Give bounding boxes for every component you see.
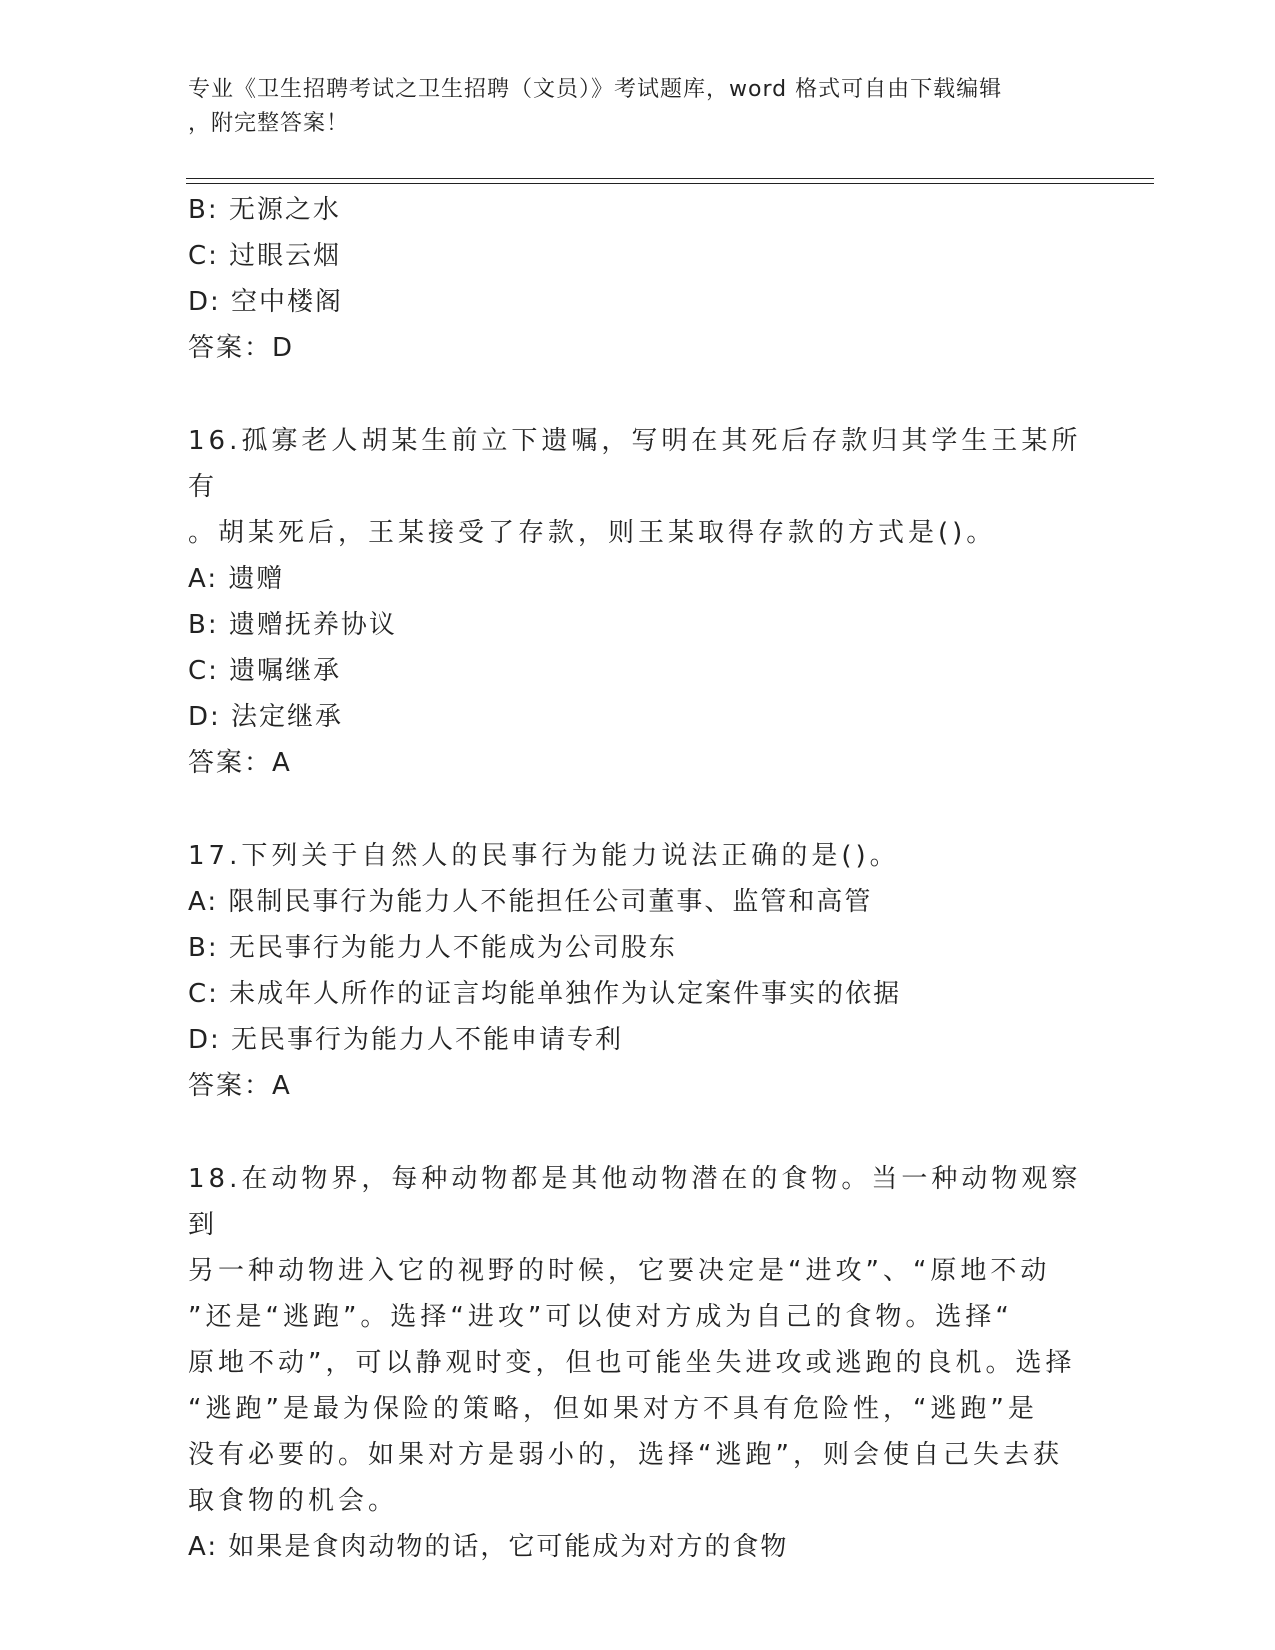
spacer (188, 786, 1088, 833)
question-stem-line: 取食物的机会。 (188, 1486, 399, 1516)
option-d: D: 空中楼阁 (188, 287, 344, 317)
header-divider (186, 178, 1154, 184)
answer-line: 答案：A (188, 1071, 292, 1101)
question-list (188, 187, 1088, 1570)
question-stem-line: 18.在动物界，每种动物都是其他动物潜在的食物。当一种动物观察到 (188, 1164, 1082, 1240)
spacer (188, 1109, 1088, 1156)
option-c: C: 遗嘱继承 (188, 656, 342, 686)
option-c: C: 未成年人所作的证言均能单独作为认定案件事实的依据 (188, 979, 902, 1009)
question-stem-line: 另一种动物进入它的视野的时候，它要决定是“进攻”、“原地不动 (188, 1256, 1051, 1286)
question-18 (188, 1156, 1088, 1570)
answer-line: 答案：A (188, 748, 292, 778)
option-d: D: 无民事行为能力人不能申请专利 (188, 1025, 624, 1055)
spacer (188, 371, 1088, 418)
option-a: A: 如果是食肉动物的话，它可能成为对方的食物 (188, 1532, 789, 1562)
question-stem-line: 原地不动”，可以静观时变，但也可能坐失进攻或逃跑的良机。选择 (188, 1348, 1076, 1378)
question-stem-line: 17.下列关于自然人的民事行为能力说法正确的是()。 (188, 841, 900, 871)
question-stem-line: 没有必要的。如果对方是弱小的，选择“逃跑”，则会使自己失去获 (188, 1440, 1063, 1470)
question-stem-line: “逃跑”是最为保险的策略，但如果对方不具有危险性，“逃跑”是 (188, 1394, 1038, 1424)
question-stem-line: ”还是“逃跑”。选择“进攻”可以使对方成为自己的食物。选择“ (188, 1302, 1013, 1332)
question-17 (188, 833, 1088, 1109)
option-b: B: 无源之水 (188, 195, 341, 225)
question-stem-line: 16.孤寡老人胡某生前立下遗嘱，写明在其死后存款归其学生王某所有 (188, 426, 1082, 502)
question-stem-line: 。胡某死后，王某接受了存款，则王某取得存款的方式是()。 (188, 518, 997, 548)
option-b: B: 无民事行为能力人不能成为公司股东 (188, 933, 677, 963)
header-line-1: 专业《卫生招聘考试之卫生招聘（文员）》考试题库，word 格式可自由下载编辑 (188, 77, 1003, 102)
option-a: A: 遗赠 (188, 564, 285, 594)
option-b: B: 遗赠抚养协议 (188, 610, 397, 640)
header-line-2: ，附完整答案！ (188, 111, 350, 136)
answer-line: 答案：D (188, 333, 295, 363)
question-16 (188, 418, 1088, 786)
option-c: C: 过眼云烟 (188, 241, 342, 271)
document-header (188, 73, 1068, 141)
question-15-tail (188, 187, 1088, 371)
option-a: A: 限制民事行为能力人不能担任公司董事、监管和高管 (188, 887, 873, 917)
option-d: D: 法定继承 (188, 702, 344, 732)
